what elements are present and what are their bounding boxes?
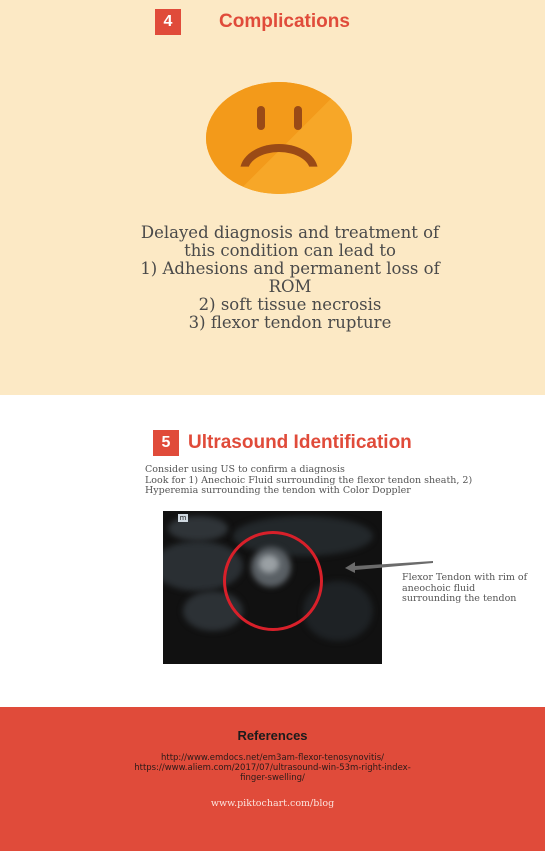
annotation-line: surrounding the tendon xyxy=(402,593,517,604)
ultrasound-image xyxy=(163,511,382,664)
image-marker: m xyxy=(179,514,187,522)
reference-link[interactable]: finger-swelling/ xyxy=(240,773,305,783)
footer-link[interactable]: www.piktochart.com/blog xyxy=(210,798,335,809)
complications-line: 2) soft tissue necrosis xyxy=(198,295,382,314)
sad-face-icon xyxy=(206,82,352,194)
tendon-annotation xyxy=(402,573,527,605)
section-number-badge: 5 xyxy=(153,430,179,456)
complications-line: 3) flexor tendon rupture xyxy=(188,313,392,332)
frown-mouth xyxy=(240,144,318,194)
references-heading: References xyxy=(237,728,308,743)
complications-line: 1) Adhesions and permanent loss of xyxy=(140,259,440,278)
complications-line: Delayed diagnosis and treatment of xyxy=(140,223,440,242)
complications-text xyxy=(105,224,475,332)
complications-section xyxy=(0,0,545,395)
complications-line: this condition can lead to xyxy=(184,241,396,260)
left-eye xyxy=(257,106,265,130)
right-eye xyxy=(294,106,302,130)
complications-heading: Complications xyxy=(219,11,350,32)
intro-line: Hyperemia surrounding the tendon with Color Doppler xyxy=(145,485,411,496)
highlight-circle xyxy=(223,531,323,631)
section-number-badge: 4 xyxy=(155,9,181,35)
annotation-line: Flexor Tendon with rim of xyxy=(402,572,528,583)
complications-line: ROM xyxy=(268,277,312,296)
arrow-left-icon xyxy=(345,559,433,573)
reference-link[interactable]: https://www.aliem.com/2017/07/ultrasound-win-53m-right-index- xyxy=(134,763,411,773)
intro-line: Look for 1) Anechoic Fluid surrounding the flexor tendon sheath, 2) xyxy=(145,474,473,486)
ultrasound-heading: Ultrasound Identification xyxy=(188,432,412,453)
annotation-line: aneochoic fluid xyxy=(402,582,476,594)
intro-line: Consider using US to confirm a diagnosis xyxy=(145,464,345,475)
reference-link[interactable]: http://www.emdocs.net/em3am-flexor-tenosynovitis/ xyxy=(160,753,384,763)
ultrasound-intro xyxy=(145,465,472,497)
